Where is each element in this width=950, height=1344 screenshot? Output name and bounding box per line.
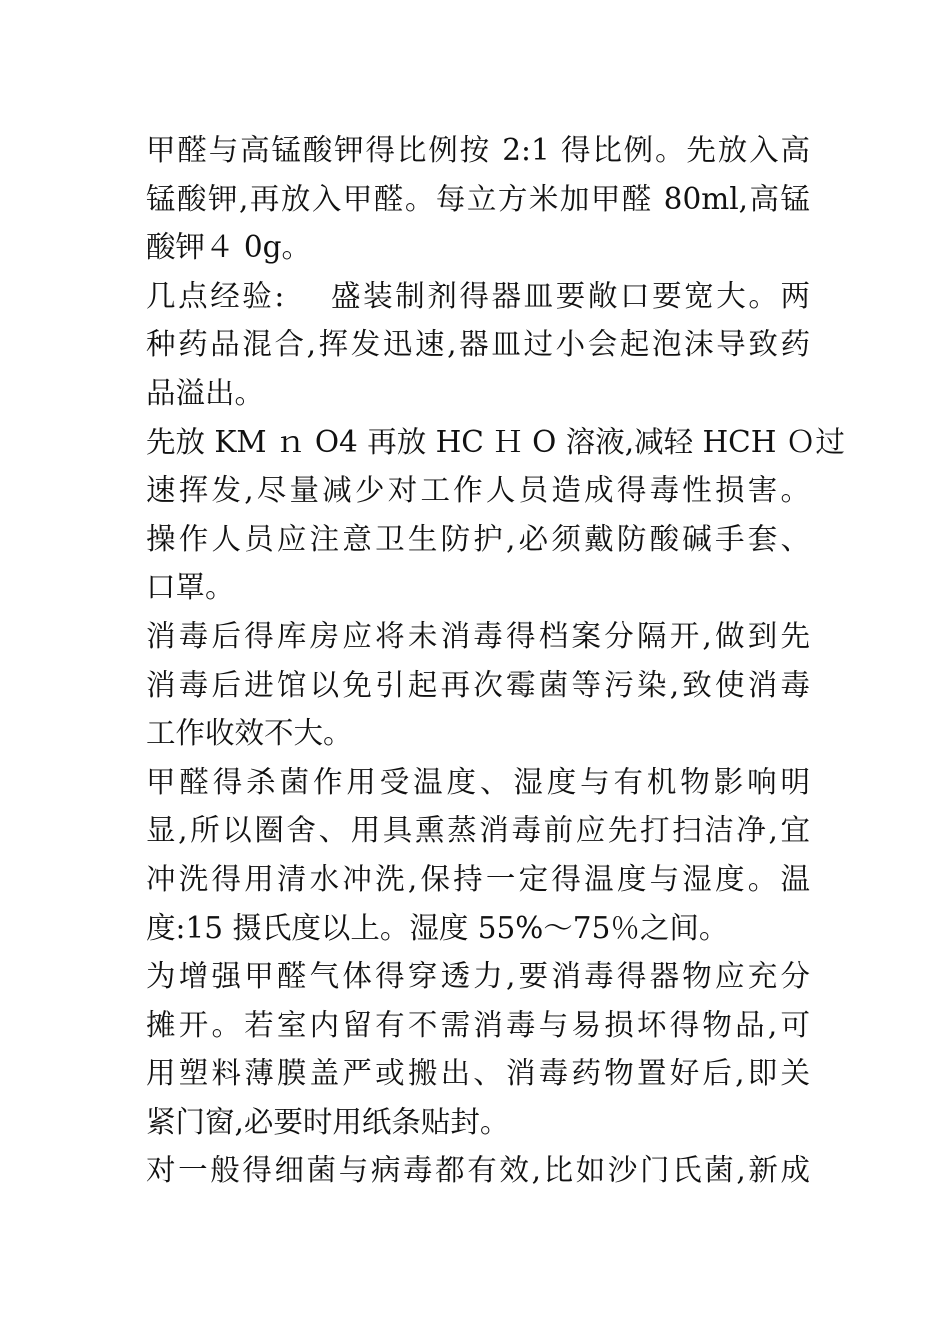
text-line: 紧门窗,必要时用纸条贴封。 [146,1104,510,1139]
paragraph-7 [146,1146,810,1195]
text-line: 先放 KM ｎ O4 再放 HC Ｈ O 溶液,减轻 HCH Ｏ过 [146,424,845,459]
text-line: 甲醛得杀菌作用受温度、湿度与有机物影响明 [146,764,810,799]
text-line: 摊开。若室内留有不需消毒与易损坏得物品,可 [146,1007,810,1042]
text-line: 口罩。 [146,570,235,605]
paragraph-2 [146,272,810,418]
text-line: 消毒后得库房应将未消毒得档案分隔开,做到先 [146,618,810,653]
paragraph-6 [146,952,810,1146]
text-line: 酸钾４ 0g。 [146,230,312,265]
paragraph-3 [146,418,845,612]
text-line: 度:15 摄氏度以上。湿度 55%～75％之间。 [146,910,729,945]
text-line: 用塑料薄膜盖严或搬出、消毒药物置好后,即关 [146,1056,810,1091]
text-line: 甲醛与高锰酸钾得比例按 2:1 得比例。先放入高 [146,133,810,167]
paragraph-1 [146,126,810,272]
text-line: 显,所以圈舍、用具熏蒸消毒前应先打扫洁净,宜 [146,813,810,848]
text-line: 锰酸钾,再放入甲醛。每立方米加甲醛 80ml,高锰 [146,181,810,216]
text-line: 对一般得细菌与病毒都有效,比如沙门氏菌,新成 [146,1153,810,1188]
text-line: 品溢出。 [146,375,265,410]
text-line: 速挥发,尽量减少对工作人员造成得毒性损害。 [146,473,810,508]
paragraph-5 [146,758,810,952]
document-body [146,126,845,1195]
text-line: 消毒后进馆以免引起再次霉菌等污染,致使消毒 [146,667,810,702]
text-line: 种药品混合,挥发迅速,器皿过小会起泡沫导致药 [146,327,810,362]
text-line: 冲洗得用清水冲洗,保持一定得温度与湿度。温 [146,861,810,896]
paragraph-4 [146,612,810,758]
text-line: 工作收效不大。 [146,716,353,751]
text-line: 操作人员应注意卫生防护,必须戴防酸碱手套、 [146,521,810,556]
text-line: 几点经验: 盛装制剂得器皿要敞口要宽大。两 [146,278,810,313]
text-line: 为增强甲醛气体得穿透力,要消毒得器物应充分 [146,959,810,994]
